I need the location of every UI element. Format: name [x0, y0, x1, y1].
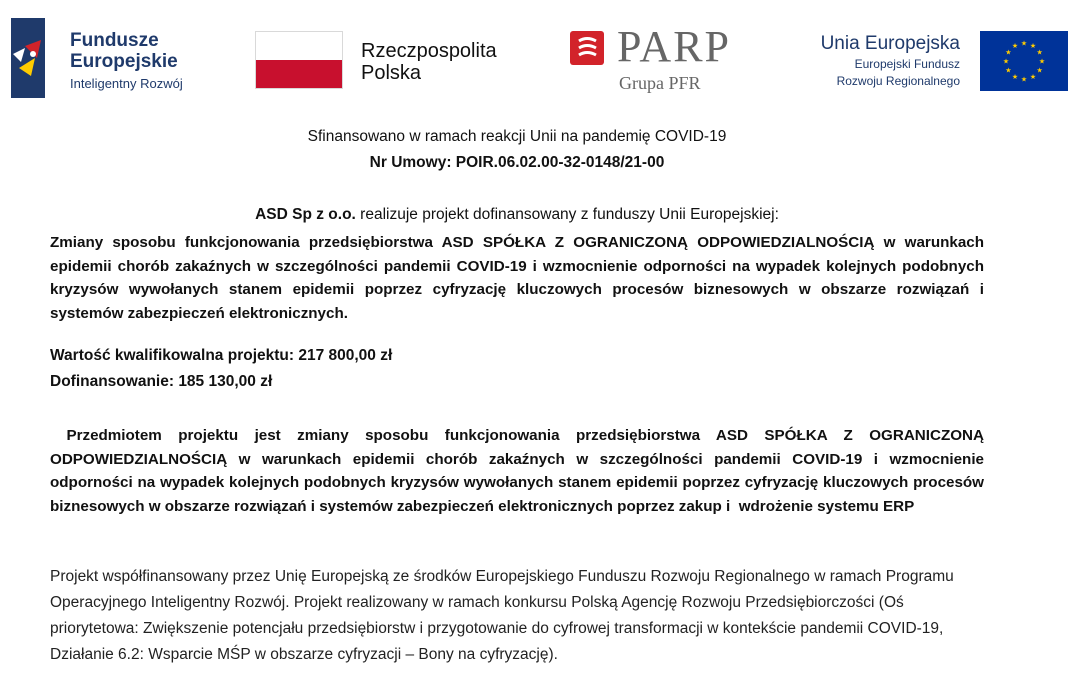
logo-bar	[0, 0, 1074, 110]
eu-star-icon: ★	[1036, 49, 1043, 57]
rp-logo-line1: Rzeczpospolita	[361, 40, 497, 62]
parp-logo-icon	[570, 31, 604, 65]
eu-star-icon: ★	[1011, 74, 1019, 82]
eu-star-icon: ★	[1029, 74, 1037, 82]
eu-star-icon: ★	[1020, 40, 1028, 48]
eu-logo-line3: Rozwoju Regionalnego	[836, 74, 960, 88]
intro-line	[50, 206, 984, 224]
parp-logo-sub: Grupa PFR	[619, 73, 701, 93]
footer-note: Projekt współfinansowany przez Unię Europejską ze środków Europejskiego Funduszu Rozwoju Regionalnego w ramach Programu Operacyjnego Inteligentny Rozwój. Projekt realizowany w ramach konkursu Polską Agencję Rozwoju Przedsiębiorczości (Oś priorytetowa: Zwiększenie potencjału przedsiębiorstw i przygotowanie do cyfrowej transformacji w kontekście pandemii COVID-19, Działanie 6.2: Wsparcie MŚP w obszarze cyfryzacji – Bony na cyfryzację).	[50, 568, 954, 663]
parp-logo-name: PARP	[617, 22, 732, 71]
eu-star-icon: ★	[1029, 42, 1037, 50]
fe-logo-line2: Europejskie	[70, 51, 178, 72]
contract-number: Nr Umowy: POIR.06.02.00-32-0148/21-00	[369, 154, 665, 171]
intro-text: realizuje projekt dofinansowany z funduszy Unii Europejskiej:	[355, 206, 779, 223]
company-name: ASD Sp z o.o.	[255, 206, 356, 223]
project-title: Zmiany sposobu funkcjonowania przedsiębiorstwa ASD SPÓŁKA Z OGRANICZONĄ ODPOWIEDZIALNOŚCIĄ w warunkach epidemii chorób zakaźnych w szczególności pandemii COVID-19 i wzmocnienie odporności na wypadek kolejnych podobnych kryzysów wywołanych stanem epidemii poprzez cyfryzację kluczowych procesów biznesowych w obszarze rozwiązań i systemów zabezpieczeń elektronicznych.	[50, 234, 984, 322]
eligible-value: Wartość kwalifikowalna projektu: 217 800,00 zł	[50, 347, 393, 364]
fe-logo-icon	[11, 18, 51, 98]
financed-note: Sfinansowano w ramach reakcji Unii na pandemię COVID-19	[307, 128, 727, 145]
eu-star-icon: ★	[1002, 58, 1010, 66]
eu-flag-icon	[980, 31, 1068, 91]
eu-star-icon: ★	[1038, 58, 1046, 66]
funding-value: Dofinansowanie: 185 130,00 zł	[50, 373, 273, 390]
project-subject: Przedmiotem projektu jest zmiany sposobu funkcjonowania przedsiębiorstwa ASD SPÓŁKA Z OGRANICZONĄ ODPOWIEDZIALNOŚCIĄ w warunkach epidemii chorób zakaźnych w szczególności pandemii COVID-19 i wzmocnienie odporności na wypadek kolejnych podobnych kryzysów wywołanych stanem epidemii poprzez cyfryzację kluczowych procesów biznesowych w obszarze rozwiązań i systemów zabezpieczeń elektronicznych poprzez zakup i wdrożenie systemu ERP	[50, 427, 989, 515]
eu-star-icon: ★	[1005, 67, 1012, 75]
rp-logo-line2: Polska	[361, 62, 422, 84]
eu-logo-line2: Europejski Fundusz	[854, 57, 960, 71]
fe-logo-line3: Inteligentny Rozwój	[70, 76, 183, 91]
eu-star-icon: ★	[1020, 76, 1028, 84]
eu-star-icon: ★	[1005, 49, 1012, 57]
eu-star-icon: ★	[1011, 42, 1019, 50]
eu-logo-line1: Unia Europejska	[820, 33, 960, 54]
eu-star-icon: ★	[1036, 67, 1043, 75]
fe-logo-line1: Fundusze	[70, 30, 159, 51]
poland-flag-icon	[255, 31, 343, 89]
